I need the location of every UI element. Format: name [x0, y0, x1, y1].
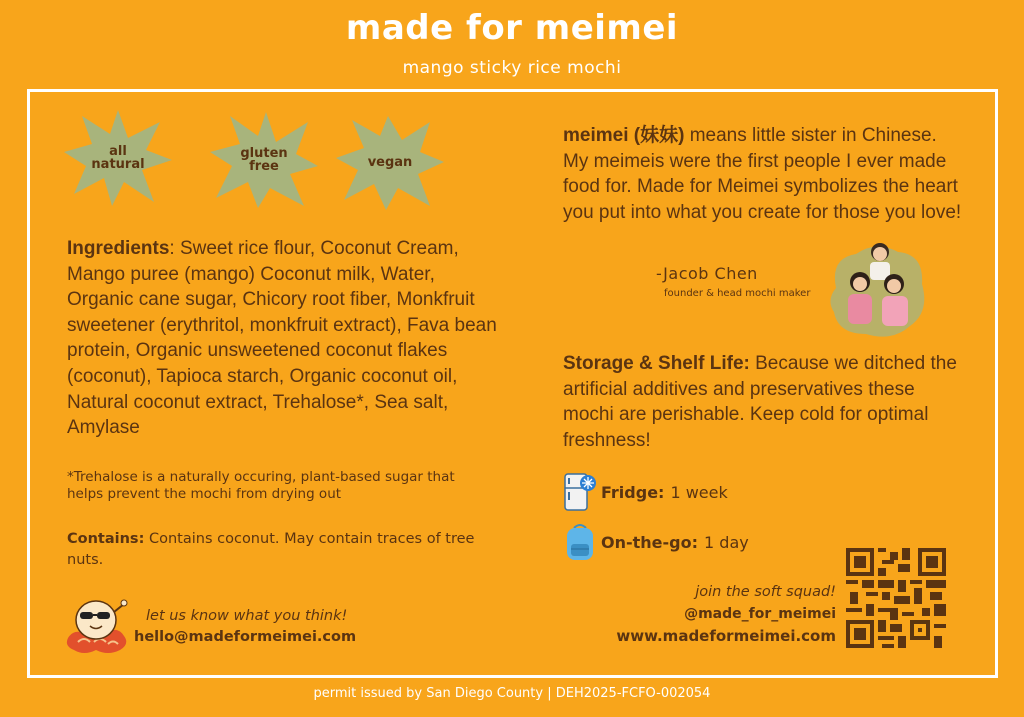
badge-all-natural: [62, 108, 174, 208]
trehalose-note: *Trehalose is a naturally occuring, plant-based sugar that helps prevent the mochi from drying out: [67, 469, 455, 502]
brand-title: made for meimei: [345, 8, 679, 48]
story-heading: meimei (妹妹): [563, 125, 685, 146]
website-link[interactable]: www.madeformeimei.com: [616, 627, 836, 645]
fridge-duration: 1 week: [670, 482, 728, 502]
permit-footer: permit issued by San Diego County | DEH2025-FCFO-002054: [313, 686, 711, 701]
on-the-go-duration: 1 day: [704, 532, 749, 552]
storage-text: Because we ditched the artificial additives and preservatives these mochi are perishable. Keep cold for optimal freshness!: [563, 353, 957, 451]
on-the-go-label: On-the-go:: [601, 532, 699, 552]
contains-text: Contains coconut. May contain traces of tree nuts.: [67, 531, 475, 568]
feedback-prompt: let us know what you think!: [146, 608, 348, 624]
backpack-icon: [563, 522, 597, 562]
badge-vegan: [334, 112, 446, 212]
fridge-icon: [563, 472, 597, 512]
founder-signature: -Jacob Chen: [656, 264, 758, 283]
ingredients-heading: Ingredients: [67, 238, 170, 259]
ingredients-list: : Sweet rice flour, Coconut Cream, Mango puree (mango) Coconut milk, Water, Organic cane sugar, Chicory root fiber, Monkfruit sweetener (erythritol, monkfruit extract), Fava bean protein, Organic unsweetened coconut flakes (coconut), Tapioca starch, Organic coconut oil, Natural coconut extract, Trehalose*, Sea salt, Amylase: [67, 238, 497, 439]
story-text: means little sister in Chinese. My meimeis were the first people I ever made food for. Made for Meimei symbolizes the heart you put into what you create for those you love!: [563, 125, 962, 223]
badge-label: all natural: [91, 144, 145, 172]
fridge-label: Fridge:: [601, 482, 665, 502]
founder-photo: [826, 238, 930, 342]
product-name: mango sticky rice mochi: [402, 58, 622, 78]
shelf-life-fridge: [563, 472, 728, 512]
badge-gluten-free: [208, 110, 320, 210]
mochi-mascot-icon: [64, 594, 130, 656]
storage-section: [563, 351, 958, 453]
social-handle-link[interactable]: @made_for_meimei: [684, 606, 836, 622]
storage-heading: Storage & Shelf Life:: [563, 353, 750, 374]
feedback-email-link[interactable]: hello@madeformeimei.com: [134, 629, 357, 645]
social-prompt: join the soft squad!: [695, 584, 836, 600]
contains-heading: Contains:: [67, 531, 145, 547]
shelf-life-on-the-go: [563, 522, 749, 562]
badge-label: vegan: [367, 154, 413, 170]
qr-code-icon[interactable]: [846, 548, 946, 648]
ingredients-section: [67, 236, 497, 441]
allergen-section: [67, 529, 477, 571]
badge-label: gluten free: [240, 146, 288, 174]
founder-role: founder & head mochi maker: [664, 288, 811, 299]
brand-story: [563, 123, 963, 225]
